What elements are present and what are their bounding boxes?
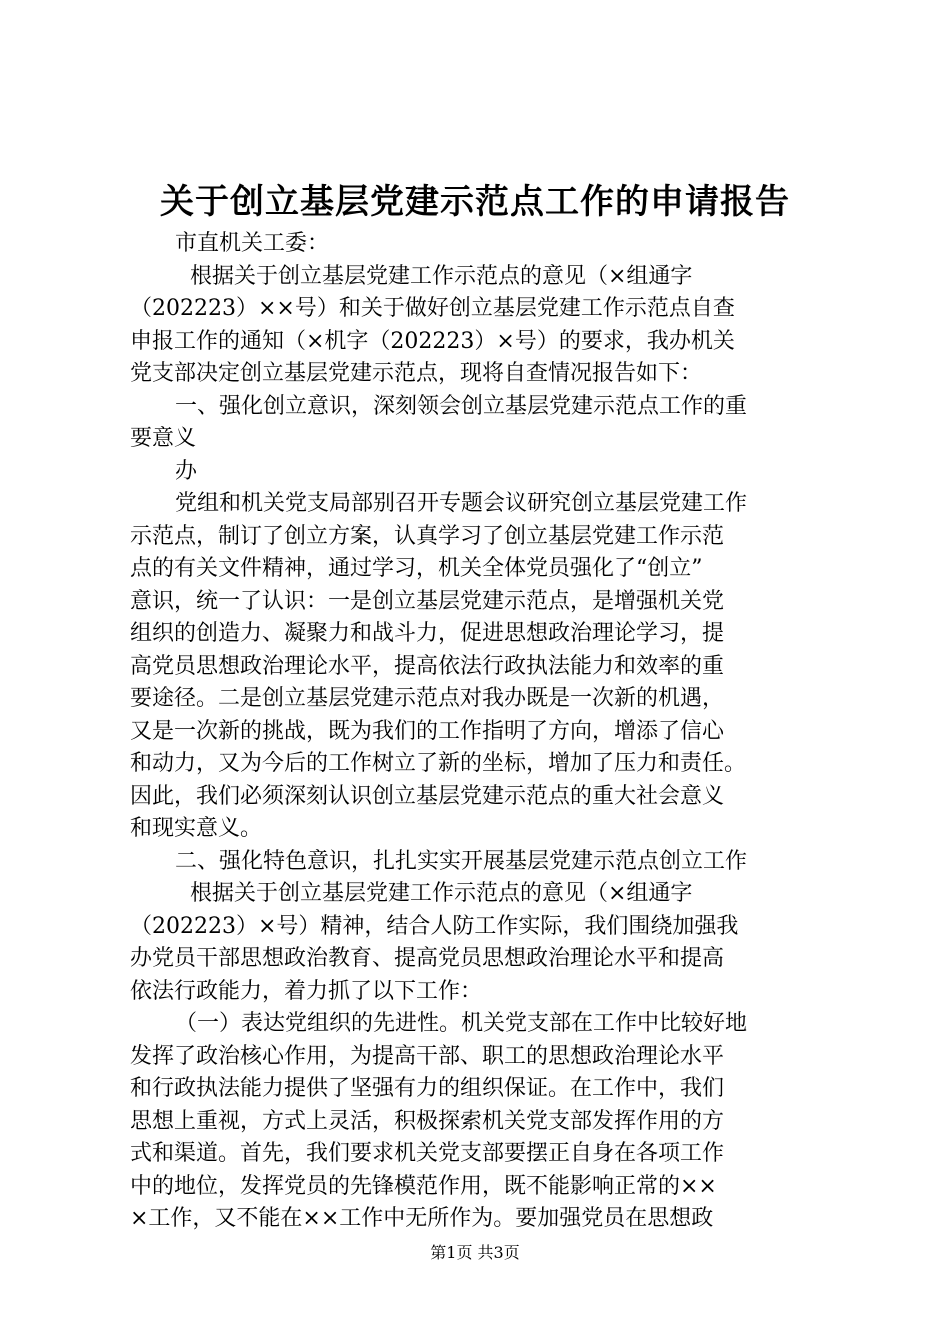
body-line: （202223）×号）精神，结合人防工作实际，我们围绕加强我 — [130, 913, 739, 939]
body-line: 意识，统一了认识：一是创立基层党建示范点，是增强机关党 — [130, 588, 725, 614]
body-line: 市直机关工委： — [175, 231, 330, 256]
body-line: 一、强化创立意识，深刻领会创立基层党建示范点工作的重 — [175, 393, 748, 419]
body-line: 根据关于创立基层党建工作示范点的意见（×组通字 — [190, 881, 693, 906]
body-line: 和行政执法能力提供了坚强有力的组织保证。在工作中，我们 — [130, 1076, 725, 1101]
page-footer: 第1页 共3页 — [430, 1243, 520, 1262]
body-line: 根据关于创立基层党建工作示范点的意见（×组通字 — [190, 263, 693, 289]
body-line: 和动力，又为今后的工作树立了新的坐标，增加了压力和责任。 — [130, 751, 747, 776]
body-line: 和现实意义。 — [130, 816, 263, 841]
document-body — [130, 228, 840, 1236]
body-line: 思想上重视，方式上灵活，积极探索机关党支部发挥作用的方 — [130, 1108, 725, 1134]
body-line: 中的地位，发挥党员的先锋模范作用，既不能影响正常的×× — [130, 1173, 717, 1199]
body-line: 又是一次新的挑战，既为我们的工作指明了方向，增添了信心 — [130, 718, 725, 744]
body-line: 因此，我们必须深刻认识创立基层党建示范点的重大社会意义 — [130, 783, 725, 809]
body-line: 要意义 — [130, 426, 197, 451]
body-line: 示范点，制订了创立方案，认真学习了创立基层党建工作示范 — [130, 523, 725, 549]
body-line: 依法行政能力，着力抓了以下工作： — [130, 978, 483, 1004]
body-line: ×工作，又不能在××工作中无所作为。要加强党员在思想政 — [130, 1206, 714, 1231]
document-title: 关于创立基层党建示范点工作的申请报告 — [160, 182, 790, 222]
body-line: 党组和机关党支局部别召开专题会议研究创立基层党建工作 — [175, 491, 748, 516]
body-line: 高党员思想政治理论水平，提高依法行政执法能力和效率的重 — [130, 653, 725, 679]
body-line: 点的有关文件精神，通过学习，机关全体党员强化了“创立” — [130, 556, 703, 581]
body-line: 办党员干部思想政治教育、提高党员思想政治理论水平和提高 — [130, 946, 725, 971]
body-line: 要途径。二是创立基层党建示范点对我办既是一次新的机遇， — [130, 686, 725, 711]
body-line: （一）表达党组织的先进性。机关党支部在工作中比较好地 — [175, 1011, 748, 1036]
body-line: 二、强化特色意识，扎扎实实开展基层党建示范点创立工作 — [175, 848, 748, 874]
body-line: （202223）××号）和关于做好创立基层党建工作示范点自查 — [130, 296, 735, 321]
body-line: 发挥了政治核心作用，为提高干部、职工的思想政治理论水平 — [130, 1043, 725, 1069]
body-line: 办 — [175, 458, 198, 484]
body-line: 式和渠道。首先，我们要求机关党支部要摆正自身在各项工作 — [130, 1141, 725, 1166]
body-line: 组织的创造力、凝聚力和战斗力，促进思想政治理论学习，提 — [130, 621, 725, 646]
body-line: 党支部决定创立基层党建示范点，现将自查情况报告如下： — [130, 361, 703, 386]
body-line: 申报工作的通知（×机字（202223）×号）的要求，我办机关 — [130, 328, 735, 354]
